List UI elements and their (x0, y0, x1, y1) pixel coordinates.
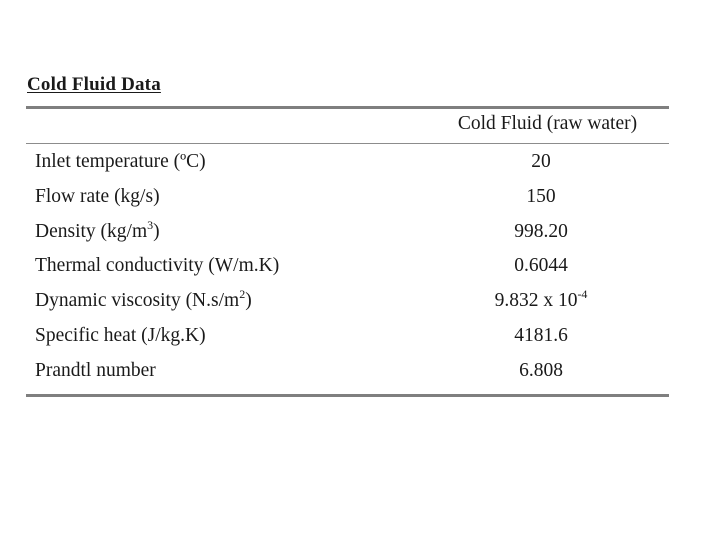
row-value: 4181.6 (514, 324, 568, 346)
row-value-exponent: -4 (577, 287, 588, 302)
table-row (26, 320, 669, 355)
row-label (35, 217, 160, 243)
row-label: Inlet temperature (ºC) (35, 151, 206, 172)
table-bottom-rule (26, 394, 669, 397)
row-label: Specific heat (J/kg.K) (35, 324, 206, 346)
row-label-suffix: ) (245, 290, 252, 312)
table-title: Cold Fluid Data (27, 74, 161, 95)
row-label-suffix: ) (153, 220, 160, 242)
row-value-text: 9.832 x 10 (494, 290, 578, 312)
row-value (426, 287, 656, 312)
row-label: Prandtl number (35, 359, 156, 381)
column-header: Cold Fluid (raw water) (457, 113, 638, 134)
row-value: 6.808 (519, 359, 563, 381)
row-value: 0.6044 (514, 255, 568, 277)
fluid-data-table (26, 106, 669, 397)
table-row (26, 250, 669, 285)
table-row (26, 355, 669, 390)
table-body (26, 144, 669, 394)
row-label-text: Density (kg/m (35, 220, 148, 242)
row-value: 150 (526, 185, 556, 207)
table-header-row (26, 109, 669, 143)
row-label: Flow rate (kg/s) (35, 185, 160, 207)
row-value: 20 (531, 151, 551, 172)
row-label-text: Dynamic viscosity (N.s/m (35, 290, 240, 312)
row-label-superscript: 2 (239, 287, 246, 302)
row-label: Thermal conductivity (W/m.K) (35, 255, 280, 277)
row-label (35, 287, 252, 312)
row-label-superscript: 3 (147, 217, 154, 232)
table-row (26, 285, 669, 320)
row-value: 998.20 (514, 220, 568, 242)
table-row (26, 181, 669, 216)
table-row (26, 216, 669, 251)
table-row (26, 146, 669, 181)
